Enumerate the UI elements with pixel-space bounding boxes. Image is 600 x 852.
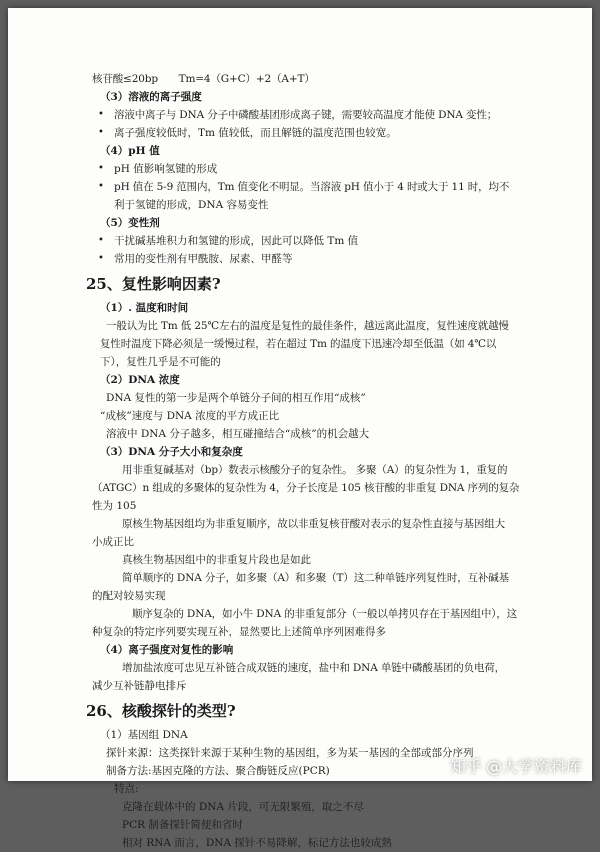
watermark-handle: @大学资料库	[485, 757, 582, 776]
paragraph-line: 复性时温度下降必须是一缓慢过程，若在超过 Tm 的温度下迅速冷却至低温（如 4℃以	[100, 338, 497, 350]
paragraph-line: 克隆在载体中的 DNA 片段，可无限繁殖，取之不尽	[122, 801, 364, 813]
section-heading-25: 25、复性影响因素?	[86, 275, 221, 293]
paragraph-line: （ATGC）n 组成的多聚体的复杂性为 4，分子长度是 105 核苷酸的非重复 DNA 序列的复杂	[92, 482, 520, 494]
paragraph-line: 溶液中 DNA 分子越多，相互碰撞结合“成核”的机会越大	[106, 428, 370, 440]
bullet-item: • 常用的变性剂有甲酰胺、尿素、甲醛等	[92, 250, 532, 268]
paragraph-line: 探针来源：这类探针来源于某种生物的基因组，多为某一基因的全部或部分序列	[106, 747, 474, 759]
paragraph-line: 增加盐浓度可忠见互补链合成双链的速度，盐中和 DNA 单链中磷酸基团的负电荷，	[122, 662, 506, 674]
bullet-item: • 溶液中离子与 DNA 分子中磷酸基团形成离子键，需要较高温度才能使 DNA 变性；	[92, 106, 532, 124]
paragraph-line: PCR 制备探针简便和省时	[122, 819, 243, 831]
bullet-item: • 干扰碱基堆积力和氢键的形成，因此可以降低 Tm 值	[92, 232, 532, 250]
paragraph-line: 用非重复碱基对（bp）数表示核酸分子的复杂性。 多聚（A）的复杂性为 1，重复的	[122, 464, 508, 476]
subheading-dna-concentration: （2）DNA 浓度	[100, 374, 180, 386]
subheading-dna-size-complexity: （3）DNA 分子大小和复杂度	[100, 446, 243, 458]
document-page	[8, 8, 592, 849]
paragraph-line: 特点:	[114, 783, 139, 795]
subheading-temperature-time: （1）. 温度和时间	[100, 302, 189, 314]
subheading-genomic-dna: （1）基因组 DNA	[100, 729, 188, 741]
subheading-denaturant: （5）变性剂	[100, 217, 160, 229]
document-content	[86, 70, 532, 852]
tm-formula-line: 核苷酸≤20bp Tm=4（G+C）+2（A+T）	[92, 73, 315, 85]
paragraph-line: 下），复性几乎是不可能的	[100, 356, 221, 368]
paragraph-line: 的配对较易实现	[92, 590, 166, 602]
section-heading-26: 26、核酸探针的类型?	[86, 702, 236, 720]
paragraph-line: 性为 105	[92, 500, 137, 512]
paragraph-line: 一般认为比 Tm 低 25℃左右的温度是复性的最佳条件，越远离此温度，复性速度就越慢	[106, 320, 509, 332]
watermark-brand: 知乎	[449, 757, 482, 776]
bullet-continuation: 利于氢键的形成，DNA 容易变性	[114, 199, 269, 211]
subheading-ionic-strength-renaturation: （4）离子强度对复性的影响	[100, 644, 234, 656]
subheading-ph: （4）pH 值	[100, 145, 160, 157]
bullet-item: • 离子强度较低时，Tm 值较低，而且解链的温度范围也较宽。	[92, 124, 532, 142]
paragraph-line: 种复杂的特定序列要实现互补，显然要比上述简单序列困难得多	[92, 626, 386, 638]
paragraph-line: 减少互补链静电排斥	[92, 680, 187, 692]
paragraph-line: 真核生物基因组中的非重复片段也是如此	[122, 554, 311, 566]
paragraph-line: “成核”速度与 DNA 浓度的平方成正比	[100, 410, 280, 422]
bullet-item: • pH 值影响氢键的形成	[92, 160, 532, 178]
paragraph-line: 小成正比	[92, 536, 134, 548]
zhihu-watermark	[450, 754, 582, 777]
paragraph-line: 制备方法:基因克隆的方法、聚合酶链反应(PCR)	[106, 765, 330, 777]
paragraph-line: 原核生物基因组均为非重复顺序，故以非重复核苷酸对表示的复杂性直接与基因组大	[122, 518, 505, 530]
paragraph-line: DNA 复性的第一步是两个单链分子间的相互作用“成核”	[106, 392, 366, 404]
subheading-ionic-strength: （3）溶液的离子强度	[100, 91, 202, 103]
paragraph-line: 顺序复杂的 DNA，如小牛 DNA 的非重复部分（一般以单拷贝存在于基因组中），这	[132, 608, 517, 620]
paragraph-line: 简单顺序的 DNA 分子，如多聚（A）和多聚（T）这二种单链序列复性时，互补碱基	[122, 572, 509, 584]
paragraph-line: 相对 RNA 而言，DNA 探针不易降解，标记方法也较成熟	[122, 837, 392, 849]
bullet-item: • pH 值在 5-9 范围内，Tm 值变化不明显。当溶液 pH 值小于 4 时或大于 11 时，均不	[92, 178, 532, 196]
